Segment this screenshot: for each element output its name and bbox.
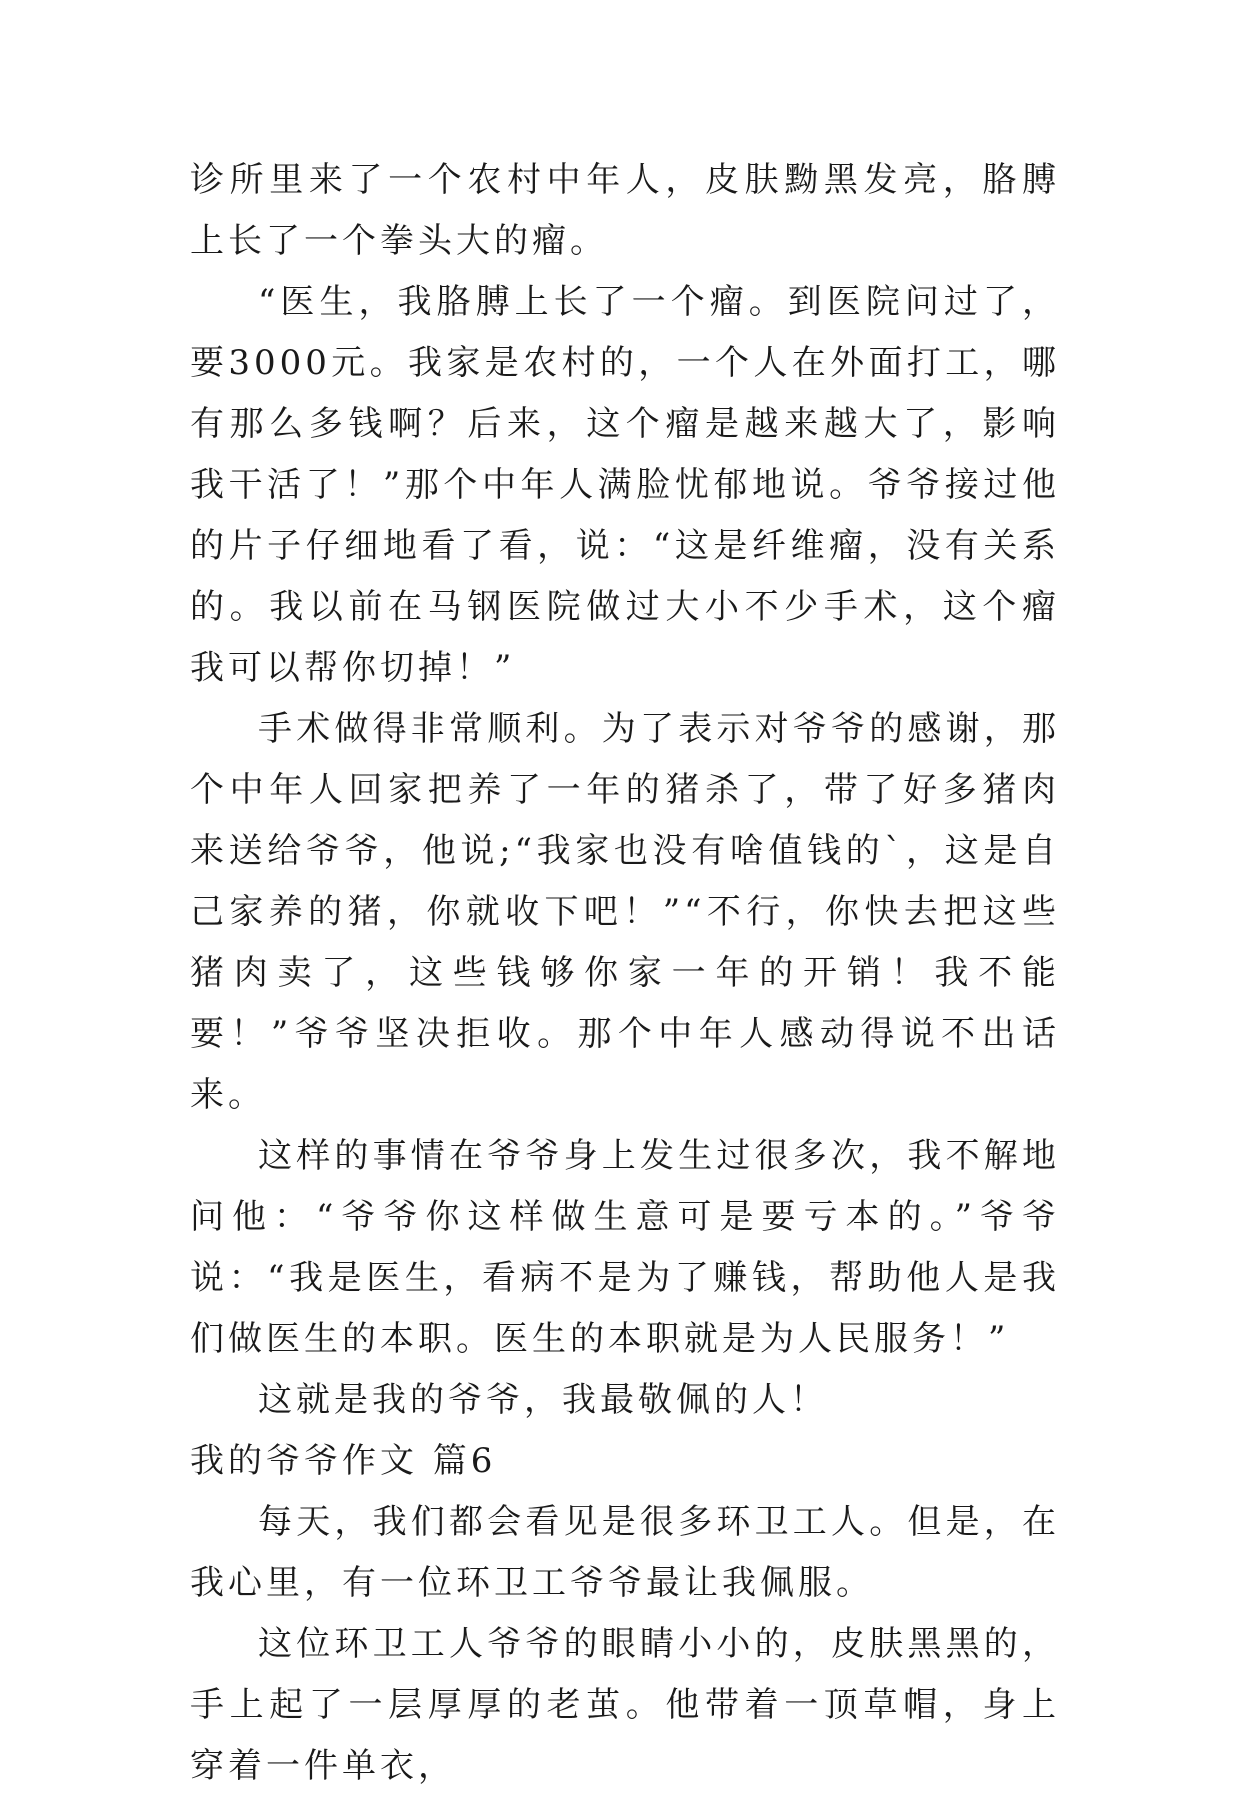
paragraph-1: 诊所里来了一个农村中年人，皮肤黝黑发亮，胳膊上长了一个拳头大的瘤。: [190, 160, 1060, 261]
paragraph-2: “医生，我胳膊上长了一个瘤。到医院问过了，要3000元。我家是农村的，一个人在外面打工，哪有那么多钱啊？后来，这个瘤是越来越大了，影响我干活了！”那个中年人满脸忧郁地说。爷爷接过他的片子仔细地看了看，说：“这是纤维瘤，没有关系的。我以前在马钢医院做过大小不少手术，这个瘤我可以帮你切掉！”: [190, 282, 1060, 688]
paragraph-6: 每天，我们都会看见是很多环卫工人。但是，在我心里，有一位环卫工爷爷最让我佩服。: [190, 1502, 1060, 1603]
section-heading: 我的爷爷作文 篇6: [190, 1441, 497, 1481]
paragraph-3: 手术做得非常顺利。为了表示对爷爷的感谢，那个中年人回家把养了一年的猪杀了，带了好多猪肉来送给爷爷，他说;“我家也没有啥值钱的`，这是自己家养的猪，你就收下吧！”“不行，你快去把这些猪肉卖了，这些钱够你家一年的开销！我不能要！”爷爷坚决拒收。那个中年人感动得说不出话来。: [190, 709, 1060, 1115]
document-page: [190, 150, 1060, 1797]
paragraph-5: 这就是我的爷爷，我最敬佩的人！: [258, 1380, 828, 1420]
paragraph-4: 这样的事情在爷爷身上发生过很多次，我不解地问他：“爷爷你这样做生意可是要亏本的。”爷爷说：“我是医生，看病不是为了赚钱，帮助他人是我们做医生的本职。医生的本职就是为人民服务！”: [190, 1136, 1060, 1359]
paragraph-7: 这位环卫工人爷爷的眼睛小小的，皮肤黑黑的，手上起了一层厚厚的老茧。他带着一顶草帽，身上穿着一件单衣，: [190, 1624, 1060, 1786]
